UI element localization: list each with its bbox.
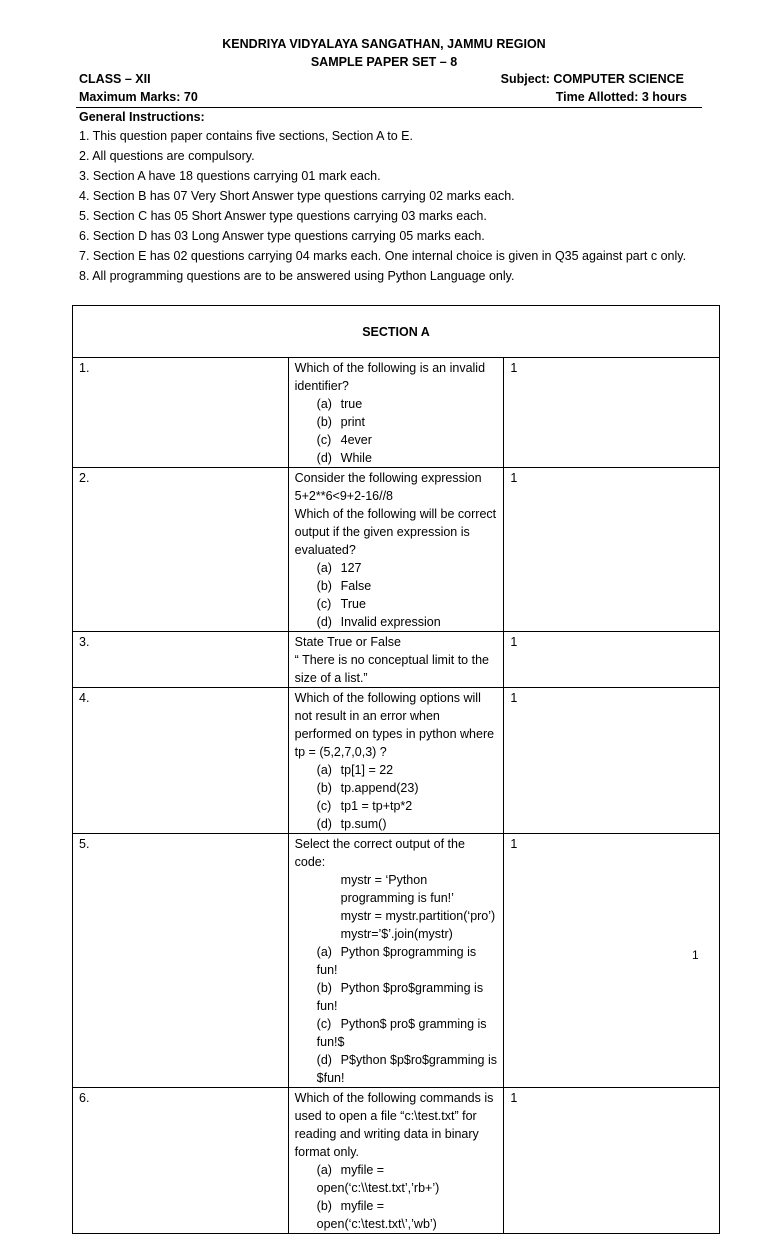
option-text: myfile = open(‘c:\test.txt\’,’wb’) [316, 1199, 437, 1231]
meta-row-1 [79, 72, 687, 86]
option-letter: (a) [316, 945, 332, 959]
max-marks: Maximum Marks: 70 [79, 90, 198, 104]
option-text: Python$ pro$ gramming is fun!$ [316, 1017, 487, 1049]
question-row [73, 358, 720, 468]
question-number: 5. [73, 834, 289, 1088]
time-allotted: Time Allotted: 3 hours [555, 90, 687, 104]
question-body [288, 1088, 504, 1234]
option-text: tp[1] = 22 [340, 763, 394, 777]
question-number: 1. [73, 358, 289, 468]
instruction-item: 3. Section A have 18 questions carrying 01 mark each. [79, 169, 381, 183]
question-body [288, 358, 504, 468]
answer-option [295, 1051, 498, 1087]
question-marks: 1 [504, 358, 720, 468]
option-text: 4ever [340, 433, 372, 447]
header-rule [76, 107, 702, 108]
option-text: While [340, 451, 372, 465]
instructions-title: General Instructions: [79, 110, 205, 124]
question-body [288, 632, 504, 688]
answer-option [295, 449, 498, 467]
option-text: tp.sum() [340, 817, 387, 831]
questions-table [72, 305, 720, 1234]
org-title: KENDRIYA VIDYALAYA SANGATHAN, JAMMU REGION [222, 37, 546, 51]
option-text: print [340, 415, 365, 429]
option-text: True [340, 597, 366, 611]
option-letter: (b) [316, 1199, 332, 1213]
question-text: Which of the following will be correct output if the given expression is evaluated? [294, 507, 497, 557]
question-text: 5+2**6<9+2-16//8 [294, 489, 394, 503]
option-letter: (b) [316, 781, 332, 795]
answer-option [295, 797, 498, 815]
question-marks: 1 [504, 834, 720, 1088]
answer-option [295, 577, 498, 595]
option-letter: (c) [316, 433, 332, 447]
question-text: Consider the following expression [294, 471, 482, 485]
option-text: tp.append(23) [340, 781, 419, 795]
question-body [288, 834, 504, 1088]
option-text: Python $pro$gramming is fun! [316, 981, 484, 1013]
answer-option [295, 613, 498, 631]
question-marks: 1 [504, 688, 720, 834]
answer-option [295, 431, 498, 449]
question-number: 6. [73, 1088, 289, 1234]
question-row [73, 834, 720, 1088]
option-letter: (c) [316, 1017, 332, 1031]
option-text: P$ython $p$ro$gramming is $fun! [316, 1053, 497, 1085]
question-row [73, 1088, 720, 1234]
option-letter: (a) [316, 561, 332, 575]
option-letter: (d) [316, 451, 332, 465]
option-letter: (a) [316, 397, 332, 411]
instruction-item: 6. Section D has 03 Long Answer type questions carrying 05 marks each. [79, 229, 485, 243]
option-text: true [340, 397, 363, 411]
answer-option [295, 395, 498, 413]
instruction-item: 2. All questions are compulsory. [79, 149, 255, 163]
subject-label: Subject: COMPUTER SCIENCE [500, 72, 684, 86]
instruction-item: 7. Section E has 02 questions carrying 04 marks each. One internal choice is given in Q35 against part c only. [79, 249, 687, 263]
question-text: Which of the following options will not result in an error when performed on types in python where tp = (5,2,7,0,3) ? [294, 691, 495, 759]
question-text: Which of the following commands is used to open a file “c:\test.txt” for reading and writing data in binary format only. [294, 1091, 494, 1159]
option-letter: (a) [316, 763, 332, 777]
option-text: False [340, 579, 372, 593]
answer-option [295, 559, 498, 577]
answer-option [295, 815, 498, 833]
code-line: mystr=’$’.join(mystr) [340, 927, 453, 941]
answer-option [295, 979, 498, 1015]
question-number: 2. [73, 468, 289, 632]
option-text: Python $programming is fun! [316, 945, 477, 977]
answer-option [295, 779, 498, 797]
answer-option [295, 761, 498, 779]
answer-option [295, 943, 498, 979]
question-marks: 1 [504, 468, 720, 632]
instructions-list [79, 128, 691, 288]
class-label: CLASS – XII [79, 72, 151, 86]
option-letter: (d) [316, 817, 332, 831]
page-number: 1 [692, 948, 699, 962]
question-marks: 1 [504, 632, 720, 688]
set-title: SAMPLE PAPER SET – 8 [310, 55, 458, 69]
question-row [73, 632, 720, 688]
answer-option [295, 1015, 498, 1051]
instruction-item: 8. All programming questions are to be answered using Python Language only. [79, 269, 515, 283]
question-body [288, 468, 504, 632]
code-line: mystr = ‘Python programming is fun!’ [340, 873, 454, 905]
answer-option [295, 1161, 498, 1197]
option-letter: (d) [316, 1053, 332, 1067]
answer-option [295, 1197, 498, 1233]
option-letter: (b) [316, 579, 332, 593]
option-letter: (b) [316, 415, 332, 429]
question-number: 3. [73, 632, 289, 688]
question-marks: 1 [504, 1088, 720, 1234]
option-letter: (a) [316, 1163, 332, 1177]
option-text: 127 [340, 561, 362, 575]
answer-option [295, 413, 498, 431]
question-text: State True or False [294, 635, 401, 649]
question-number: 4. [73, 688, 289, 834]
option-text: tp1 = tp+tp*2 [340, 799, 413, 813]
option-text: Invalid expression [340, 615, 441, 629]
meta-row-2 [79, 90, 687, 104]
question-text: Which of the following is an invalid identifier? [294, 361, 486, 393]
instruction-item: 5. Section C has 05 Short Answer type questions carrying 03 marks each. [79, 209, 487, 223]
question-text: “ There is no conceptual limit to the size of a list.” [294, 653, 489, 685]
option-text: myfile = open(‘c:\\test.txt’,’rb+’) [316, 1163, 440, 1195]
answer-option [295, 595, 498, 613]
question-row [73, 468, 720, 632]
instruction-item: 4. Section B has 07 Very Short Answer type questions carrying 02 marks each. [79, 189, 515, 203]
option-letter: (b) [316, 981, 332, 995]
option-letter: (c) [316, 597, 332, 611]
question-body [288, 688, 504, 834]
code-line: mystr = mystr.partition(‘pro’) [340, 909, 496, 923]
question-text: Select the correct output of the code: [294, 837, 465, 869]
section-title: SECTION A [73, 306, 720, 358]
option-letter: (c) [316, 799, 332, 813]
option-letter: (d) [316, 615, 332, 629]
question-row [73, 688, 720, 834]
instruction-item: 1. This question paper contains five sections, Section A to E. [79, 129, 413, 143]
